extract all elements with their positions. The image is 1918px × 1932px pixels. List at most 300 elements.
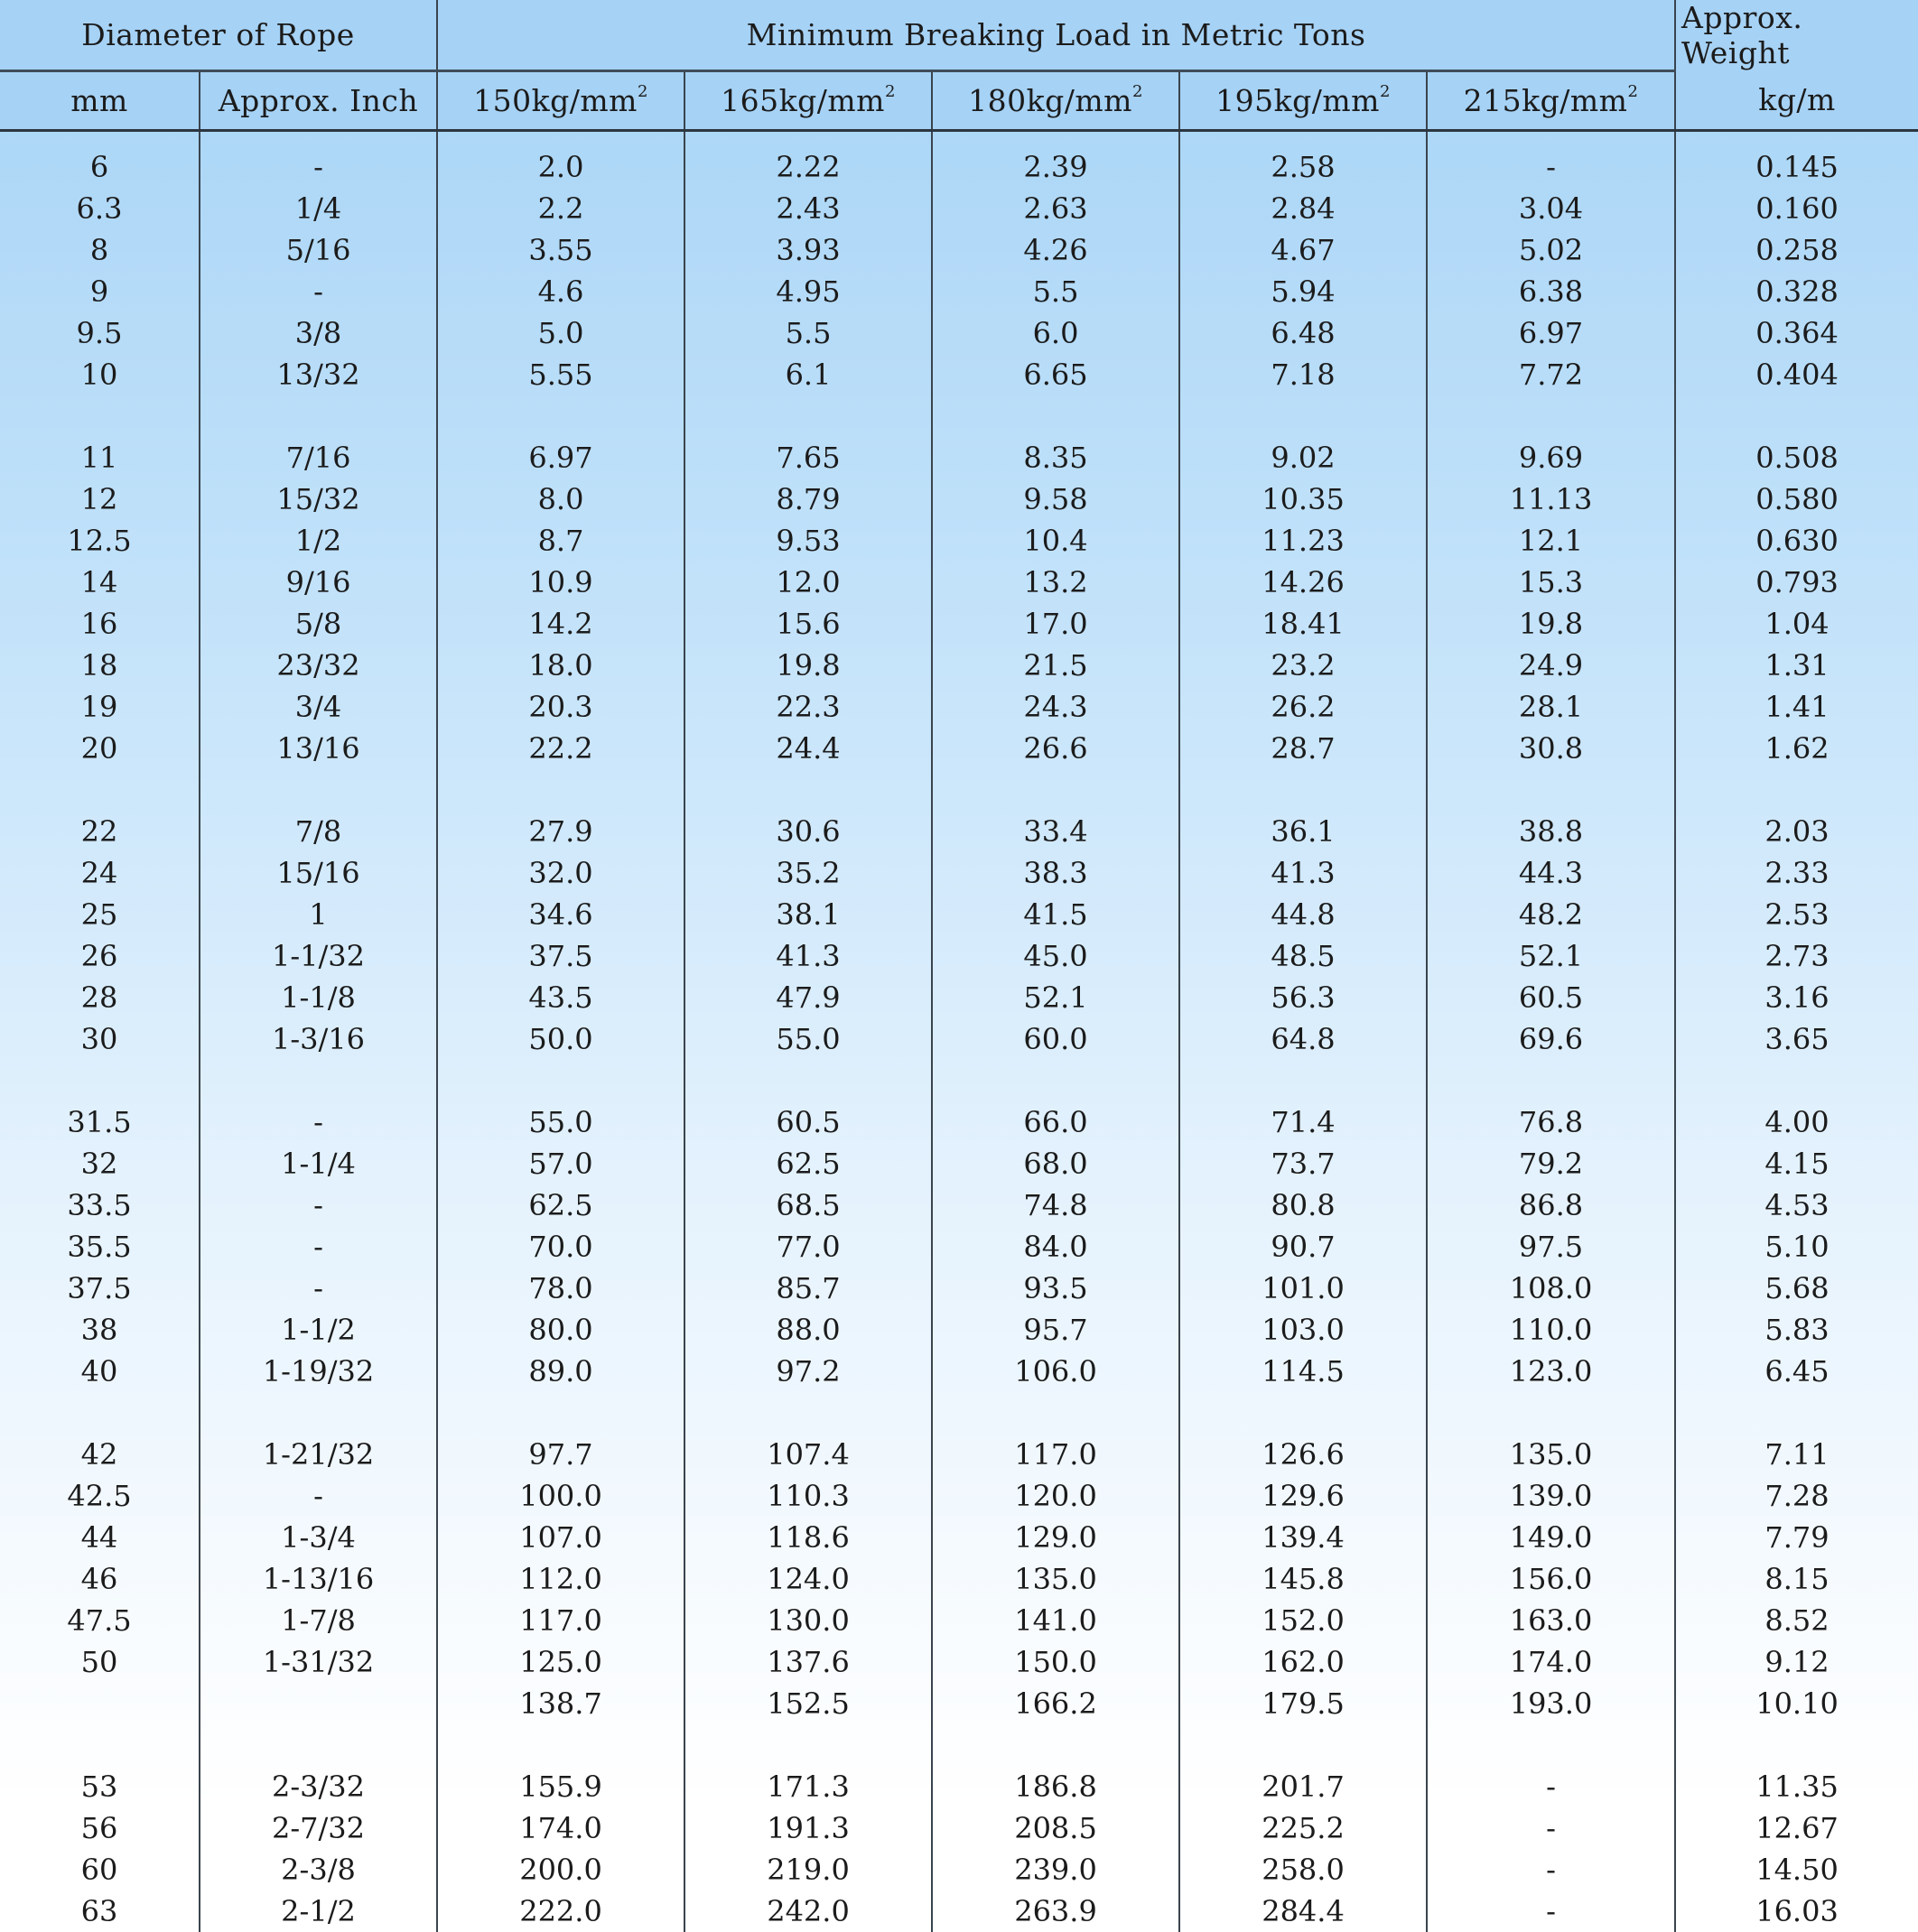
grade-label: 150kg/mm xyxy=(473,82,638,118)
mm-cell: 8 xyxy=(0,229,200,271)
inch-cell: 1-31/32 xyxy=(200,1641,437,1683)
load-215-cell: 6.38 xyxy=(1427,271,1675,312)
table-row xyxy=(0,1226,1918,1268)
load-180-cell: 2.39 xyxy=(932,130,1179,188)
load-215-cell: - xyxy=(1427,1890,1675,1932)
load-180-cell: 4.26 xyxy=(932,229,1179,271)
load-150-cell: 78.0 xyxy=(437,1268,684,1309)
load-165-cell: 6.1 xyxy=(684,354,932,395)
table-row xyxy=(0,852,1918,894)
table-row xyxy=(0,1890,1918,1932)
load-215-cell: 108.0 xyxy=(1427,1268,1675,1309)
load-180-cell: 141.0 xyxy=(932,1600,1179,1641)
load-180-cell: 41.5 xyxy=(932,894,1179,935)
mm-cell: 9.5 xyxy=(0,312,200,354)
header-mm: mm xyxy=(0,70,200,130)
grade-superscript: 2 xyxy=(1627,81,1639,101)
load-195-cell: 101.0 xyxy=(1179,1268,1427,1309)
load-180-cell: 208.5 xyxy=(932,1807,1179,1849)
load-195-cell: 10.35 xyxy=(1179,478,1427,520)
grade-superscript: 2 xyxy=(884,81,896,101)
inch-cell: 15/32 xyxy=(200,478,437,520)
table-row xyxy=(0,478,1918,520)
load-180-cell: 74.8 xyxy=(932,1184,1179,1226)
table-row xyxy=(0,728,1918,769)
mm-cell: 12 xyxy=(0,478,200,520)
load-215-cell xyxy=(1427,1724,1675,1766)
inch-cell: 9/16 xyxy=(200,562,437,603)
mm-cell: 14 xyxy=(0,562,200,603)
load-215-cell: 5.02 xyxy=(1427,229,1675,271)
load-195-cell xyxy=(1179,1060,1427,1101)
inch-cell: 1/2 xyxy=(200,520,437,562)
load-165-cell: 110.3 xyxy=(684,1475,932,1517)
load-150-cell: 50.0 xyxy=(437,1018,684,1060)
load-195-cell: 5.94 xyxy=(1179,271,1427,312)
load-165-cell: 35.2 xyxy=(684,852,932,894)
load-165-cell: 2.22 xyxy=(684,130,932,188)
load-150-cell: 32.0 xyxy=(437,852,684,894)
load-180-cell: 84.0 xyxy=(932,1226,1179,1268)
load-195-cell: 48.5 xyxy=(1179,935,1427,977)
inch-cell: 1-1/2 xyxy=(200,1309,437,1351)
header-grade-165 xyxy=(684,70,932,130)
mm-cell: 26 xyxy=(0,935,200,977)
load-150-cell: 89.0 xyxy=(437,1351,684,1392)
table-row xyxy=(0,130,1918,188)
table-spacer-row xyxy=(0,769,1918,811)
mm-cell: 32 xyxy=(0,1143,200,1184)
table-row xyxy=(0,1351,1918,1392)
inch-cell: 1-19/32 xyxy=(200,1351,437,1392)
inch-cell xyxy=(200,1724,437,1766)
header-grade-180 xyxy=(932,70,1179,130)
load-165-cell: 88.0 xyxy=(684,1309,932,1351)
load-215-cell: 30.8 xyxy=(1427,728,1675,769)
load-165-cell: 2.43 xyxy=(684,188,932,229)
load-180-cell: 2.63 xyxy=(932,188,1179,229)
load-150-cell: 2.2 xyxy=(437,188,684,229)
weight-cell: 8.15 xyxy=(1764,1561,1830,1596)
load-215-cell: 149.0 xyxy=(1427,1517,1675,1558)
load-150-cell: 27.9 xyxy=(437,811,684,852)
table-row xyxy=(0,1475,1918,1517)
table-row xyxy=(0,1807,1918,1849)
load-150-cell: 20.3 xyxy=(437,686,684,728)
weight-cell: 12.67 xyxy=(1755,1810,1839,1845)
load-215-cell: 9.69 xyxy=(1427,437,1675,478)
load-215-cell: 97.5 xyxy=(1427,1226,1675,1268)
weight-cell: 1.41 xyxy=(1764,689,1830,724)
inch-cell: - xyxy=(200,1268,437,1309)
load-195-cell: 6.48 xyxy=(1179,312,1427,354)
load-180-cell: 66.0 xyxy=(932,1101,1179,1143)
load-180-cell xyxy=(932,1060,1179,1101)
inch-cell: 1-13/16 xyxy=(200,1558,437,1600)
load-195-cell xyxy=(1179,395,1427,437)
inch-cell xyxy=(200,1392,437,1434)
load-165-cell xyxy=(684,769,932,811)
load-150-cell xyxy=(437,1060,684,1101)
load-180-cell: 263.9 xyxy=(932,1890,1179,1932)
table-row xyxy=(0,977,1918,1018)
inch-cell xyxy=(200,1060,437,1101)
load-165-cell: 130.0 xyxy=(684,1600,932,1641)
load-180-cell: 26.6 xyxy=(932,728,1179,769)
weight-cell: 4.15 xyxy=(1764,1146,1830,1181)
load-165-cell xyxy=(684,395,932,437)
load-180-cell: 186.8 xyxy=(932,1766,1179,1807)
load-215-cell: 76.8 xyxy=(1427,1101,1675,1143)
load-180-cell: 120.0 xyxy=(932,1475,1179,1517)
weight-cell: 8.52 xyxy=(1764,1602,1830,1638)
load-195-cell: 201.7 xyxy=(1179,1766,1427,1807)
header-inch: Approx. Inch xyxy=(200,70,437,130)
table-row xyxy=(0,1268,1918,1309)
mm-cell: 33.5 xyxy=(0,1184,200,1226)
load-165-cell: 15.6 xyxy=(684,603,932,645)
load-165-cell: 24.4 xyxy=(684,728,932,769)
inch-cell: 3/4 xyxy=(200,686,437,728)
load-215-cell xyxy=(1427,769,1675,811)
load-165-cell: 171.3 xyxy=(684,1766,932,1807)
load-165-cell: 19.8 xyxy=(684,645,932,686)
load-215-cell xyxy=(1427,1392,1675,1434)
inch-cell: 1-3/4 xyxy=(200,1517,437,1558)
mm-cell: 40 xyxy=(0,1351,200,1392)
table-row xyxy=(0,1641,1918,1683)
table-row xyxy=(0,811,1918,852)
inch-cell: 1-3/16 xyxy=(200,1018,437,1060)
load-165-cell: 9.53 xyxy=(684,520,932,562)
load-195-cell: 11.23 xyxy=(1179,520,1427,562)
load-150-cell: 107.0 xyxy=(437,1517,684,1558)
load-150-cell: 14.2 xyxy=(437,603,684,645)
load-150-cell: 80.0 xyxy=(437,1309,684,1351)
load-180-cell: 8.35 xyxy=(932,437,1179,478)
load-215-cell: - xyxy=(1427,1766,1675,1807)
load-165-cell: 4.95 xyxy=(684,271,932,312)
load-195-cell: 2.58 xyxy=(1179,130,1427,188)
load-150-cell: 8.0 xyxy=(437,478,684,520)
mm-cell: 63 xyxy=(0,1890,200,1932)
load-165-cell: 47.9 xyxy=(684,977,932,1018)
weight-cell xyxy=(1675,395,1918,437)
load-165-cell: 219.0 xyxy=(684,1849,932,1890)
mm-cell xyxy=(0,1060,200,1101)
table-row xyxy=(0,437,1918,478)
mm-cell: 28 xyxy=(0,977,200,1018)
load-215-cell: 110.0 xyxy=(1427,1309,1675,1351)
mm-cell: 18 xyxy=(0,645,200,686)
mm-cell: 12.5 xyxy=(0,520,200,562)
load-150-cell: 43.5 xyxy=(437,977,684,1018)
weight-cell: 0.258 xyxy=(1755,232,1839,267)
table-row xyxy=(0,188,1918,229)
load-165-cell: 85.7 xyxy=(684,1268,932,1309)
load-165-cell: 12.0 xyxy=(684,562,932,603)
load-215-cell: - xyxy=(1427,130,1675,188)
table-row xyxy=(0,1309,1918,1351)
load-165-cell: 137.6 xyxy=(684,1641,932,1683)
table-row xyxy=(0,603,1918,645)
load-165-cell: 7.65 xyxy=(684,437,932,478)
weight-cell: 4.53 xyxy=(1764,1187,1830,1222)
load-195-cell: 4.67 xyxy=(1179,229,1427,271)
load-165-cell: 68.5 xyxy=(684,1184,932,1226)
load-215-cell: 139.0 xyxy=(1427,1475,1675,1517)
load-195-cell xyxy=(1179,769,1427,811)
mm-cell: 6.3 xyxy=(0,188,200,229)
load-150-cell: 18.0 xyxy=(437,645,684,686)
load-180-cell: 13.2 xyxy=(932,562,1179,603)
load-180-cell: 45.0 xyxy=(932,935,1179,977)
load-215-cell: 193.0 xyxy=(1427,1683,1675,1724)
weight-cell: 16.03 xyxy=(1755,1893,1839,1928)
table-row xyxy=(0,312,1918,354)
inch-cell: 2-7/32 xyxy=(200,1807,437,1849)
table-row xyxy=(0,935,1918,977)
weight-cell xyxy=(1675,1724,1918,1766)
weight-cell: 3.16 xyxy=(1764,980,1830,1015)
load-150-cell xyxy=(437,1392,684,1434)
load-180-cell: 9.58 xyxy=(932,478,1179,520)
load-195-cell: 26.2 xyxy=(1179,686,1427,728)
mm-cell: 37.5 xyxy=(0,1268,200,1309)
grade-label: 165kg/mm xyxy=(721,82,885,118)
load-215-cell: 174.0 xyxy=(1427,1641,1675,1683)
load-165-cell: 8.79 xyxy=(684,478,932,520)
load-165-cell: 62.5 xyxy=(684,1143,932,1184)
load-165-cell: 77.0 xyxy=(684,1226,932,1268)
load-180-cell: 150.0 xyxy=(932,1641,1179,1683)
weight-cell: 7.11 xyxy=(1764,1436,1830,1472)
load-150-cell: 97.7 xyxy=(437,1434,684,1475)
table-header xyxy=(0,0,1918,130)
load-150-cell: 200.0 xyxy=(437,1849,684,1890)
load-150-cell: 34.6 xyxy=(437,894,684,935)
table-row xyxy=(0,520,1918,562)
load-180-cell: 6.0 xyxy=(932,312,1179,354)
load-180-cell: 38.3 xyxy=(932,852,1179,894)
load-195-cell: 9.02 xyxy=(1179,437,1427,478)
inch-cell: 13/16 xyxy=(200,728,437,769)
load-180-cell: 21.5 xyxy=(932,645,1179,686)
load-215-cell: 11.13 xyxy=(1427,478,1675,520)
load-215-cell: 69.6 xyxy=(1427,1018,1675,1060)
load-195-cell: 103.0 xyxy=(1179,1309,1427,1351)
weight-cell: 2.73 xyxy=(1764,938,1830,973)
load-150-cell: 174.0 xyxy=(437,1807,684,1849)
table-row xyxy=(0,562,1918,603)
mm-cell: 30 xyxy=(0,1018,200,1060)
mm-cell: 24 xyxy=(0,852,200,894)
load-215-cell: 44.3 xyxy=(1427,852,1675,894)
mm-cell: 42 xyxy=(0,1434,200,1475)
mm-cell: 35.5 xyxy=(0,1226,200,1268)
load-150-cell: 112.0 xyxy=(437,1558,684,1600)
load-180-cell xyxy=(932,395,1179,437)
load-150-cell xyxy=(437,395,684,437)
table-spacer-row xyxy=(0,1060,1918,1101)
load-180-cell: 17.0 xyxy=(932,603,1179,645)
load-150-cell: 3.55 xyxy=(437,229,684,271)
load-195-cell: 258.0 xyxy=(1179,1849,1427,1890)
load-195-cell: 129.6 xyxy=(1179,1475,1427,1517)
mm-cell xyxy=(0,1724,200,1766)
inch-cell: 23/32 xyxy=(200,645,437,686)
load-215-cell: 79.2 xyxy=(1427,1143,1675,1184)
weight-cell: 1.31 xyxy=(1764,647,1830,683)
load-195-cell: 28.7 xyxy=(1179,728,1427,769)
table-row xyxy=(0,1849,1918,1890)
inch-cell: 1 xyxy=(200,894,437,935)
load-195-cell: 14.26 xyxy=(1179,562,1427,603)
load-165-cell xyxy=(684,1724,932,1766)
inch-cell: 2-3/8 xyxy=(200,1849,437,1890)
load-150-cell: 4.6 xyxy=(437,271,684,312)
inch-cell: 5/8 xyxy=(200,603,437,645)
inch-cell: 2-3/32 xyxy=(200,1766,437,1807)
load-180-cell xyxy=(932,1392,1179,1434)
table-row xyxy=(0,229,1918,271)
load-165-cell: 22.3 xyxy=(684,686,932,728)
inch-cell: - xyxy=(200,1184,437,1226)
weight-cell: 3.65 xyxy=(1764,1021,1830,1056)
load-165-cell: 60.5 xyxy=(684,1101,932,1143)
table-row xyxy=(0,1683,1918,1724)
table-row xyxy=(0,271,1918,312)
table-row xyxy=(0,1434,1918,1475)
inch-cell: - xyxy=(200,130,437,188)
mm-cell: 44 xyxy=(0,1517,200,1558)
load-195-cell: 145.8 xyxy=(1179,1558,1427,1600)
inch-cell: 7/8 xyxy=(200,811,437,852)
weight-cell xyxy=(1675,1060,1918,1101)
header-grade-215 xyxy=(1427,70,1675,130)
load-215-cell: 24.9 xyxy=(1427,645,1675,686)
load-195-cell: 73.7 xyxy=(1179,1143,1427,1184)
load-150-cell xyxy=(437,769,684,811)
weight-cell: 2.53 xyxy=(1764,896,1830,932)
load-180-cell: 129.0 xyxy=(932,1517,1179,1558)
weight-cell: 7.79 xyxy=(1764,1519,1830,1555)
load-195-cell: 114.5 xyxy=(1179,1351,1427,1392)
mm-cell: 53 xyxy=(0,1766,200,1807)
load-165-cell xyxy=(684,1392,932,1434)
load-195-cell: 225.2 xyxy=(1179,1807,1427,1849)
table-spacer-row xyxy=(0,395,1918,437)
load-165-cell: 30.6 xyxy=(684,811,932,852)
load-150-cell: 138.7 xyxy=(437,1683,684,1724)
load-180-cell xyxy=(932,769,1179,811)
table-row xyxy=(0,1558,1918,1600)
grade-label: 215kg/mm xyxy=(1463,82,1628,118)
weight-cell: 14.50 xyxy=(1755,1852,1839,1887)
load-195-cell: 64.8 xyxy=(1179,1018,1427,1060)
weight-cell: 0.145 xyxy=(1755,149,1839,184)
table-spacer-row xyxy=(0,1392,1918,1434)
inch-cell: - xyxy=(200,271,437,312)
inch-cell: 1/4 xyxy=(200,188,437,229)
mm-cell xyxy=(0,1683,200,1724)
load-150-cell: 155.9 xyxy=(437,1766,684,1807)
weight-cell: 7.28 xyxy=(1764,1478,1830,1513)
load-215-cell: 12.1 xyxy=(1427,520,1675,562)
load-180-cell: 5.5 xyxy=(932,271,1179,312)
load-150-cell: 70.0 xyxy=(437,1226,684,1268)
load-215-cell: - xyxy=(1427,1849,1675,1890)
mm-cell: 19 xyxy=(0,686,200,728)
load-195-cell: 2.84 xyxy=(1179,188,1427,229)
mm-cell xyxy=(0,1392,200,1434)
load-150-cell: 22.2 xyxy=(437,728,684,769)
load-180-cell: 33.4 xyxy=(932,811,1179,852)
header-diameter-group: Diameter of Rope xyxy=(0,0,437,70)
load-195-cell: 284.4 xyxy=(1179,1890,1427,1932)
header-grade-150 xyxy=(437,70,684,130)
load-150-cell: 37.5 xyxy=(437,935,684,977)
load-195-cell: 179.5 xyxy=(1179,1683,1427,1724)
grade-superscript: 2 xyxy=(1131,81,1143,101)
load-215-cell: 19.8 xyxy=(1427,603,1675,645)
load-150-cell: 2.0 xyxy=(437,130,684,188)
load-215-cell: 7.72 xyxy=(1427,354,1675,395)
table-row xyxy=(0,1766,1918,1807)
weight-cell: 1.04 xyxy=(1764,606,1830,641)
load-150-cell: 5.0 xyxy=(437,312,684,354)
weight-cell: 0.328 xyxy=(1755,274,1839,309)
load-215-cell: 6.97 xyxy=(1427,312,1675,354)
weight-cell: 0.508 xyxy=(1755,440,1839,475)
load-150-cell: 10.9 xyxy=(437,562,684,603)
weight-cell: 5.83 xyxy=(1764,1312,1830,1347)
load-165-cell: 41.3 xyxy=(684,935,932,977)
load-195-cell: 126.6 xyxy=(1179,1434,1427,1475)
load-195-cell: 56.3 xyxy=(1179,977,1427,1018)
load-165-cell: 5.5 xyxy=(684,312,932,354)
load-150-cell: 100.0 xyxy=(437,1475,684,1517)
load-195-cell xyxy=(1179,1392,1427,1434)
mm-cell: 11 xyxy=(0,437,200,478)
load-165-cell: 107.4 xyxy=(684,1434,932,1475)
load-165-cell xyxy=(684,1060,932,1101)
inch-cell: 1-1/4 xyxy=(200,1143,437,1184)
load-150-cell: 57.0 xyxy=(437,1143,684,1184)
grade-label: 180kg/mm xyxy=(968,82,1132,118)
mm-cell: 56 xyxy=(0,1807,200,1849)
header-load-group: Minimum Breaking Load in Metric Tons xyxy=(437,0,1675,70)
weight-cell: 10.10 xyxy=(1755,1686,1839,1721)
load-215-cell: 86.8 xyxy=(1427,1184,1675,1226)
load-195-cell: 71.4 xyxy=(1179,1101,1427,1143)
weight-cell: 9.12 xyxy=(1764,1644,1830,1679)
load-215-cell xyxy=(1427,395,1675,437)
load-195-cell: 139.4 xyxy=(1179,1517,1427,1558)
load-195-cell: 36.1 xyxy=(1179,811,1427,852)
load-150-cell xyxy=(437,1724,684,1766)
weight-cell: 0.793 xyxy=(1755,564,1839,599)
load-165-cell: 191.3 xyxy=(684,1807,932,1849)
load-215-cell: 163.0 xyxy=(1427,1600,1675,1641)
table-row xyxy=(0,894,1918,935)
load-215-cell: 60.5 xyxy=(1427,977,1675,1018)
weight-cell: 0.160 xyxy=(1755,190,1839,226)
weight-cell: 0.404 xyxy=(1755,357,1839,392)
load-215-cell: 123.0 xyxy=(1427,1351,1675,1392)
inch-cell: 7/16 xyxy=(200,437,437,478)
mm-cell: 20 xyxy=(0,728,200,769)
